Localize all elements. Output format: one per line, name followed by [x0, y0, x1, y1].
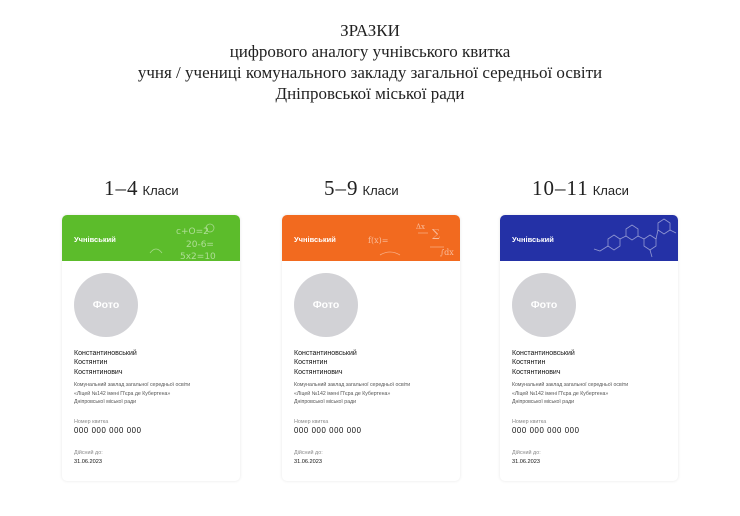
school-name	[512, 381, 672, 407]
school-line-2: «Ліцей №142 імені П'єра де Кубертена»	[512, 390, 609, 397]
photo-label: Фото	[312, 299, 340, 311]
photo-label: Фото	[530, 299, 558, 311]
school-line-2: «Ліцей №142 імені П'єра де Кубертена»	[74, 390, 171, 397]
molecule-doodle-icon	[578, 215, 678, 261]
grade-range: 5–9	[324, 176, 359, 200]
valid-until-label: Дійсний до:	[294, 450, 323, 456]
photo-placeholder	[512, 273, 576, 337]
doodle-text: Δx	[416, 223, 426, 231]
card-title: Учнівський	[294, 235, 336, 244]
valid-until-value: 31.06.2023	[74, 459, 102, 465]
patronymic: Костянтинович	[74, 368, 123, 376]
grade-word: Класи	[142, 183, 179, 198]
heading-title: ЗРАЗКИ	[340, 21, 400, 40]
surname: Константиновський	[294, 350, 357, 357]
doodle-text: 20-6=	[186, 240, 214, 250]
card-number-value: 000 000 000 000	[294, 426, 362, 435]
card-number-label: Номер квитка	[512, 419, 547, 425]
heading-line-2: цифрового аналогу учнівського квитка	[229, 42, 511, 61]
doodle-text: ∫dx	[440, 248, 454, 257]
school-name	[74, 381, 234, 407]
card-number-value: 000 000 000 000	[74, 426, 142, 435]
card-header	[282, 215, 460, 261]
first-name: Костянтин	[512, 359, 546, 367]
surname: Константиновський	[74, 350, 137, 357]
photo-placeholder	[294, 273, 358, 337]
school-line-2: «Ліцей №142 імені П'єра де Кубертена»	[294, 390, 391, 397]
first-name: Костянтин	[74, 359, 108, 367]
document-heading	[0, 20, 740, 104]
card-title: Учнівський	[74, 235, 116, 244]
doodle-text: ∑	[432, 227, 440, 240]
school-name	[294, 381, 454, 407]
school-line-3: Дніпровської міської ради	[512, 399, 575, 406]
grade-label-senior	[532, 176, 629, 201]
card-header	[62, 215, 240, 261]
school-line-1: Комунальний заклад загальної середньої освіти	[74, 382, 191, 388]
school-line-1: Комунальний заклад загальної середньої освіти	[512, 382, 629, 388]
formula-doodle-icon	[360, 215, 460, 261]
grade-label-primary	[104, 176, 179, 201]
card-title: Учнівський	[512, 235, 554, 244]
school-line-3: Дніпровської міської ради	[74, 399, 137, 406]
photo-placeholder	[74, 273, 138, 337]
grade-range: 1–4	[104, 176, 139, 200]
first-name: Костянтин	[294, 359, 328, 367]
student-name	[74, 349, 234, 377]
valid-until-label: Дійсний до:	[512, 450, 541, 456]
student-name	[294, 349, 454, 377]
patronymic: Костянтинович	[294, 368, 343, 376]
valid-until-value: 31.06.2023	[512, 459, 540, 465]
card-number-label: Номер квитка	[294, 419, 329, 425]
patronymic: Костянтинович	[512, 368, 561, 376]
surname: Константиновський	[512, 350, 575, 357]
math-doodle-icon	[140, 215, 240, 261]
student-card-senior	[500, 215, 678, 481]
student-name	[512, 349, 672, 377]
student-card-middle	[282, 215, 460, 481]
doodle-text: 5x2=10	[180, 252, 216, 261]
doodle-text: c+O=2	[176, 227, 209, 237]
valid-until-value: 31.06.2023	[294, 459, 322, 465]
student-card-primary	[62, 215, 240, 481]
grade-range: 10–11	[532, 176, 589, 200]
valid-until-label: Дійсний до:	[74, 450, 103, 456]
photo-label: Фото	[92, 299, 120, 311]
heading-line-4: Дніпровської міської ради	[275, 84, 465, 103]
card-header	[500, 215, 678, 261]
school-line-3: Дніпровської міської ради	[294, 399, 357, 406]
heading-line-3: учня / учениці комунального закладу загальної середньої освіти	[137, 63, 603, 82]
card-number-value: 000 000 000 000	[512, 426, 580, 435]
card-number-label: Номер квитка	[74, 419, 109, 425]
grade-word: Класи	[592, 183, 629, 198]
grade-word: Класи	[362, 183, 399, 198]
grade-label-middle	[324, 176, 399, 201]
school-line-1: Комунальний заклад загальної середньої освіти	[294, 382, 411, 388]
doodle-text: f(x)=	[368, 236, 389, 245]
